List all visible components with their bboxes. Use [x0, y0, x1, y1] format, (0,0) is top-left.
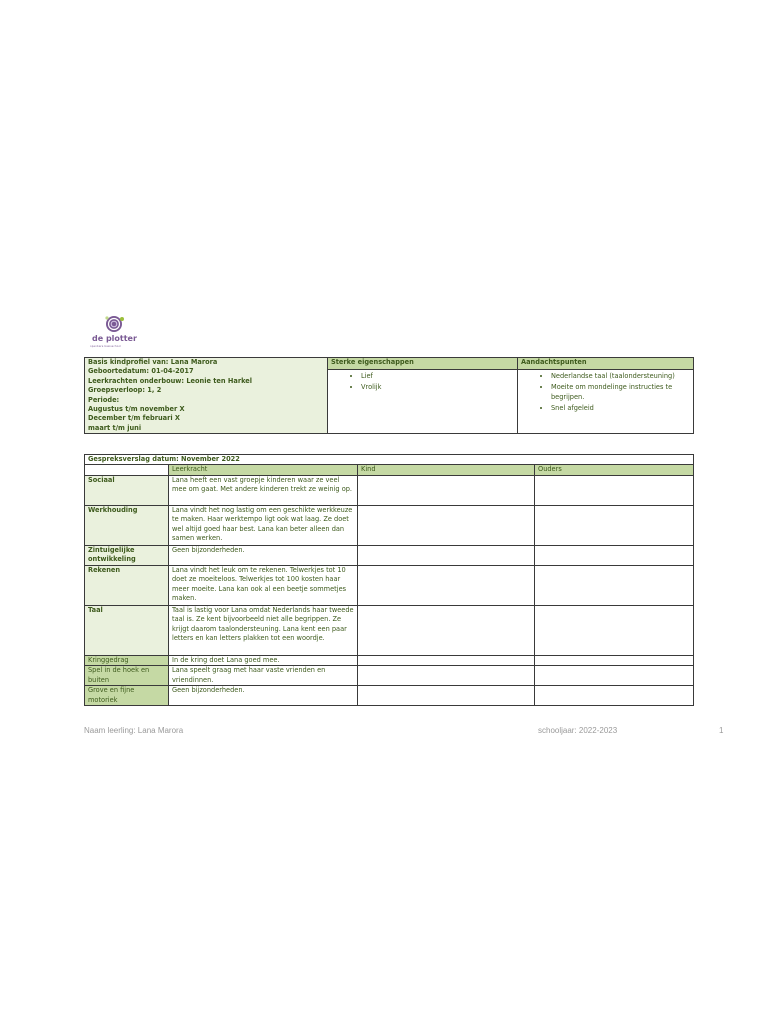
attention-item: • Snel afgeleid — [551, 404, 690, 413]
row-label: Kringgedrag — [85, 655, 169, 665]
parents-cell — [535, 605, 694, 655]
strengths-cell — [328, 370, 518, 434]
teacher-cell: Taal is lastig voor Lana omdat Nederlands haar tweede taal is. Ze kent bijvoorbeeld niet alle begrippen. Ze krijgt daarom taalondersteuning. Lana kent een paar letters en kan letters plakken tot een woordje. — [169, 605, 358, 655]
column-header-teacher: Leerkracht — [169, 465, 358, 475]
teacher-cell: In de kring doet Lana goed mee. — [169, 655, 358, 665]
table-row — [85, 605, 694, 655]
parents-cell — [535, 565, 694, 605]
column-header-child: Kind — [358, 465, 535, 475]
table-row — [85, 686, 694, 706]
profile-teachers: Leerkrachten onderbouw: Leonie ten Harkel — [88, 376, 253, 385]
profile-period-3: maart t/m juni — [88, 423, 142, 432]
teacher-cell: Lana vindt het leuk om te rekenen. Telwerkjes tot 10 doet ze moeiteloos. Telwerkjes tot 100 kosten haar meer moeite. Lana kan ook al een beetje sommetjes maken. — [169, 565, 358, 605]
profile-period-1: Augustus t/m november X — [88, 405, 185, 414]
child-cell — [358, 655, 535, 665]
row-label: Werkhouding — [85, 505, 169, 545]
profile-period-label: Periode: — [88, 395, 120, 404]
table-row — [85, 655, 694, 665]
conversation-title: Gespreksverslag datum: November 2022 — [85, 455, 694, 465]
profile-name: Basis kindprofiel van: Lana Marora — [88, 358, 218, 366]
child-cell — [358, 475, 535, 505]
child-cell — [358, 605, 535, 655]
footer-school-year: schooljaar: 2022-2023 — [538, 726, 618, 735]
school-logo — [88, 314, 142, 350]
attention-list — [521, 372, 690, 414]
footer-page-number: 1 — [719, 726, 724, 735]
row-label: Zintuigelijke ontwikkeling — [85, 545, 169, 565]
table-row — [85, 666, 694, 686]
teacher-cell: Geen bijzonderheden. — [169, 686, 358, 706]
strengths-list — [331, 372, 514, 393]
logo-name: de plotter — [92, 334, 137, 343]
teacher-cell: Lana vindt het nog lastig om een geschikte werkkeuze te maken. Haar werktempo ligt ook wat laag. Ze doet wel altijd goed haar best. Lana kan beter alleen dan samen werken. — [169, 505, 358, 545]
footer-student-name: Naam leerling: Lana Marora — [84, 726, 184, 735]
parents-cell — [535, 505, 694, 545]
parents-cell — [535, 545, 694, 565]
teacher-cell: Geen bijzonderheden. — [169, 545, 358, 565]
conversation-table — [84, 454, 694, 706]
attention-header: Aandachtspunten — [518, 358, 694, 370]
teacher-cell: Lana speelt graag met haar vaste vrienden en vriendinnen. — [169, 666, 358, 686]
table-row — [85, 545, 694, 565]
row-label: Rekenen — [85, 565, 169, 605]
teacher-cell: Lana heeft een vast groepje kinderen waar ze veel mee om gaat. Met andere kinderen trekt ze weinig op. — [169, 475, 358, 505]
parents-cell — [535, 655, 694, 665]
child-cell — [358, 545, 535, 565]
profile-info-cell — [85, 358, 328, 434]
logo-swirl-icon — [88, 314, 142, 336]
attention-cell — [518, 370, 694, 434]
parents-cell — [535, 475, 694, 505]
table-row — [85, 565, 694, 605]
row-label: Sociaal — [85, 475, 169, 505]
child-cell — [358, 565, 535, 605]
profile-groups: Groepsverloop: 1, 2 — [88, 386, 162, 395]
table-row — [85, 505, 694, 545]
table-row — [85, 475, 694, 505]
profile-table — [84, 357, 694, 434]
strength-item: • Vrolijk — [361, 383, 514, 392]
attention-item: • Moeite om mondelinge instructies te begrijpen. — [551, 383, 690, 402]
parents-cell — [535, 666, 694, 686]
child-cell — [358, 505, 535, 545]
child-cell — [358, 686, 535, 706]
logo-tagline: openbare basisschool — [90, 345, 122, 348]
strengths-header: Sterke eigenschappen — [328, 358, 518, 370]
row-label: Spel in de hoek en buiten — [85, 666, 169, 686]
strength-item: • Lief — [361, 372, 514, 381]
attention-item: • Nederlandse taal (taalondersteuning) — [551, 372, 690, 381]
profile-period-2: December t/m februari X — [88, 414, 181, 423]
parents-cell — [535, 686, 694, 706]
child-cell — [358, 666, 535, 686]
row-label: Taal — [85, 605, 169, 655]
corner-cell — [85, 465, 169, 475]
row-label: Grove en fijne motoriek — [85, 686, 169, 706]
column-header-parents: Ouders — [535, 465, 694, 475]
profile-birthdate: Geboortedatum: 01-04-2017 — [88, 367, 194, 376]
